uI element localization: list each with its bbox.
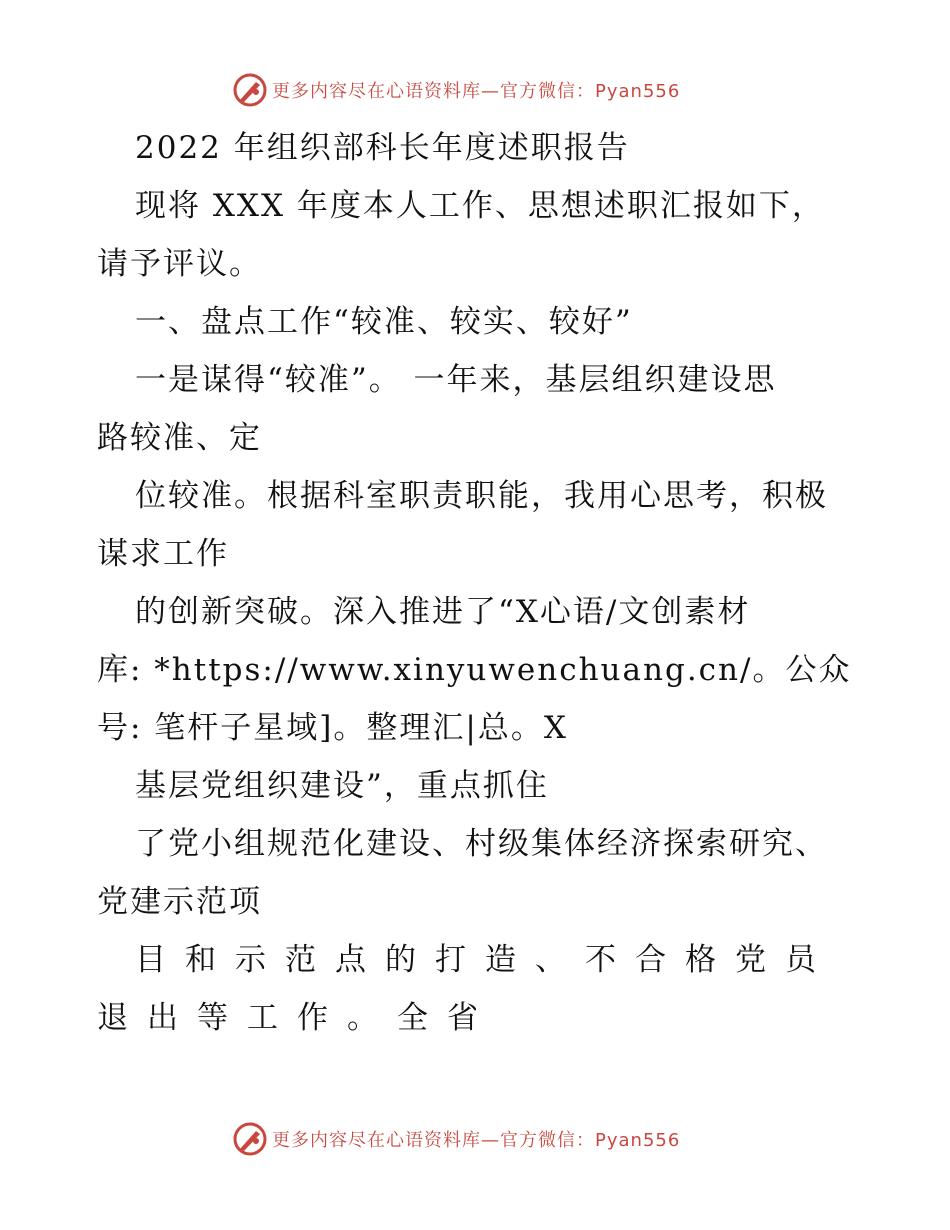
text-line: 号: 笔杆子星域]。整理汇|总。X — [97, 710, 568, 746]
text-line: 目和示范点的打造、不合格党员 — [135, 942, 835, 978]
pen-logo-icon — [232, 1121, 268, 1157]
document-title: 2022 年组织部科长年度述职报告 — [135, 130, 630, 166]
text-line: 请予评议。 — [97, 246, 262, 282]
text-line: 库: *https://www.xinyuwenchuang.cn/。公众 — [97, 652, 852, 688]
text-line: 现将 XXX 年度本人工作、思想述职汇报如下， — [135, 188, 825, 224]
text-line: 谋求工作 — [97, 536, 229, 572]
text-line: 基层党组织建设”，重点抓住 — [135, 768, 549, 804]
pen-logo-icon — [232, 72, 268, 108]
section-heading: 一、盘点工作“较准、较实、较好” — [135, 304, 633, 340]
text-line: 路较准、定 — [97, 420, 262, 456]
text-line: 位较准。根据科室职责职能，我用心思考，积极 — [135, 478, 828, 514]
text-line: 的创新突破。深入推进了“X心语/文创素材 — [135, 594, 751, 630]
text-line: 了党小组规范化建设、村级集体经济探索研究、 — [135, 826, 828, 862]
footer-watermark — [232, 1119, 680, 1159]
watermark-text: 更多内容尽在心语资料库—官方微信：Pyan556 — [272, 1130, 681, 1151]
text-line: 党建示范项 — [97, 884, 262, 920]
text-line: 一是谋得“较准”。 一年来，基层组织建设思 — [135, 362, 777, 398]
text-line: 退出等工作。全省 — [97, 1000, 497, 1036]
header-watermark — [232, 70, 680, 110]
watermark-text: 更多内容尽在心语资料库—官方微信：Pyan556 — [272, 81, 681, 102]
